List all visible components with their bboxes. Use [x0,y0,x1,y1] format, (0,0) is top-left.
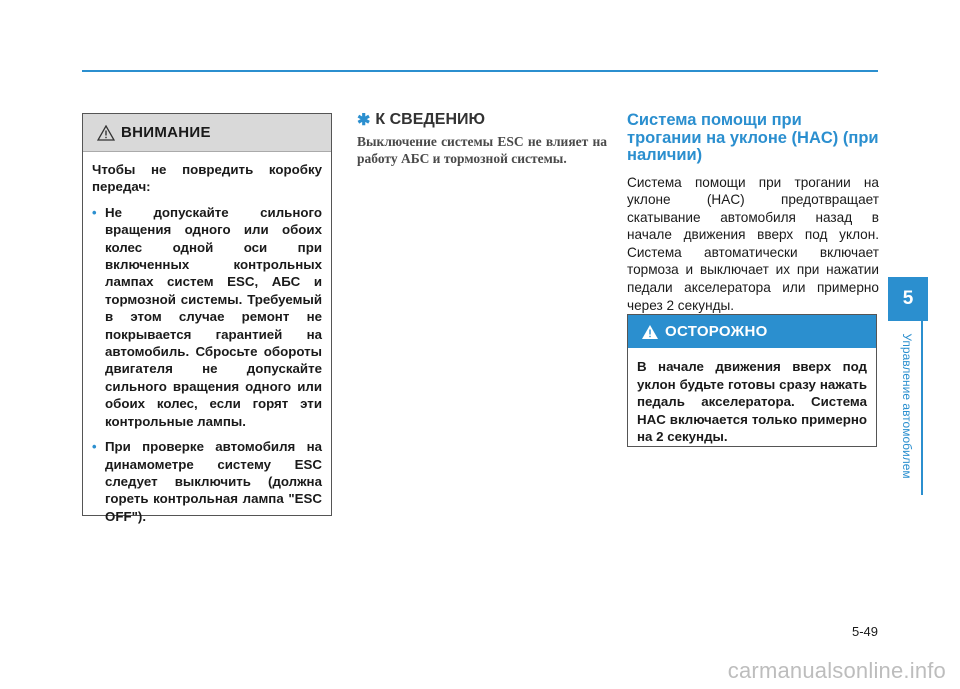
page-number: 5-49 [851,624,878,639]
note-star-icon: ✱ [357,112,371,129]
warning-item: • При проверке автомобиля на динамометре систему ESC следует выключить (должна гореть контрольная лампа "ESC OFF"). [92,439,322,524]
bullet-icon: • [92,439,97,455]
hac-section [627,112,879,314]
warning-triangle-icon [97,125,115,141]
warning-box [82,113,332,524]
chapter-label [897,318,917,493]
chapter-label-text: Управление автомобилем [900,332,914,479]
top-rule [82,70,878,72]
chapter-tab: 5 [888,277,928,321]
note-text: Выключение системы ESC не влияет на работу АБС и тормозной системы. [357,134,607,166]
hac-text: Система помощи при трогании на уклоне (HAC) предотвращает скатывание автомобиля назад в начале движения вверх под уклон. Система автоматически включает тормоза и выключает их при нажатии педали акселератора или примерно через 2 секунды. [627,174,879,313]
note-title: К СВЕДЕНИЮ [375,111,486,128]
warning-item: • Не допускайте сильного вращения одного или обоих колес одной оси при включенных контрольных лампах систем ESC, АБС и тормозной системы. Требуемый в этом случае ремонт не покрывается гарантией на автомобиль. Сбросьте обороты двигателя не допускайте сильного вращения одного или обоих колес, если горят эти контрольные лампы. [92,204,322,429]
chapter-line [921,310,923,495]
hac-title: Система помощи при трогании на уклоне (HAC) (при наличии) [627,111,879,164]
bullet-icon: • [92,204,97,220]
info-note [357,110,607,167]
caution-triangle-icon [641,324,659,340]
caution-text: В начале движения вверх под уклон будьте готовы сразу нажать педаль акселератора. Система HAC включается только примерно на 2 секунды. [637,359,867,444]
watermark: carmanualsonline.info [727,658,946,683]
warning-body [83,152,331,525]
warning-intro: Чтобы не повредить коробку передач: [92,162,322,195]
warning-title: ВНИМАНИЕ [121,124,211,141]
caution-header [628,315,876,348]
caution-box [627,314,877,447]
note-header [357,110,607,130]
warning-list [92,204,322,525]
caution-title: ОСТОРОЖНО [665,323,768,340]
warning-header [83,114,331,152]
